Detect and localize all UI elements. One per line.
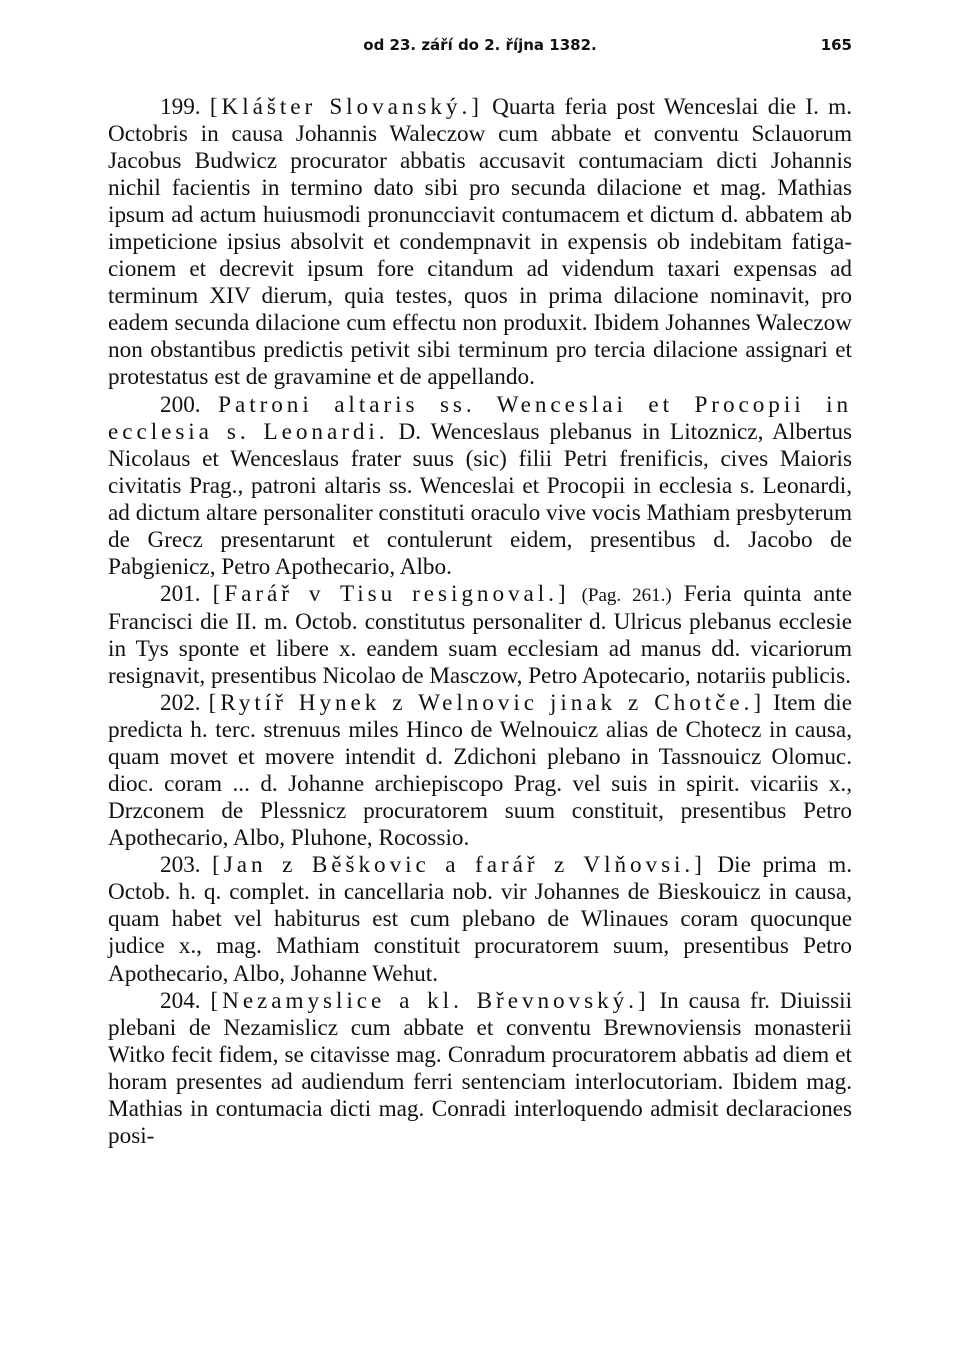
page-number: 165	[820, 36, 852, 54]
page-header	[108, 36, 852, 60]
entry-heading: [Rytíř Hynek z Welnovic jinak z Chotče.]	[208, 690, 766, 717]
entry-number: 201.	[160, 580, 201, 607]
entry-heading: [Jan z Běškovic a farář z Vlňovsi.]	[212, 852, 706, 879]
entry-201	[108, 581, 852, 690]
entry-199	[108, 94, 852, 392]
entry-number: 204.	[160, 987, 201, 1014]
entry-heading: [Klášter Slovanský.]	[209, 94, 483, 120]
entry-number: 202.	[160, 690, 201, 717]
entry-text: D. Wenceslaus plebanus in Litoznicz, Albertus Nicolaus et Wenceslaus frater suus (sic) filii Petri frenificis, cives Maioris civitatis Prag., patroni altaris ss. Wenceslai et Procopii in ecclesia s. Leonardi, ad dictum altare personaliter constituti oraculo vive vocis Mathiam presbyterum de Grecz presentarunt et contulerunt eidem, presentibus d. Jacobo de Pabgienicz, Petro Apothecario, Albo.	[108, 418, 852, 580]
body-text	[108, 94, 852, 1150]
page-reference-note: (Pag. 261.)	[581, 584, 672, 606]
entry-text: Item die predicta h. terc. strenuus miles Hinco de Welnouicz alias de Chotecz in causa, quam movet et movere intendit d. Zdichoni plebano in Tassnouicz Olomuc. dioc. coram ... d. Johanne archiepiscopo Prag. vel suis in spirit. vicariis x., Drzconem de Plessnicz procuratorem suum constituit, presentibus Petro Apothecario, Albo, Pluhone, Rocossio.	[108, 690, 852, 852]
entry-203	[108, 852, 852, 987]
entry-202	[108, 690, 852, 852]
entry-heading: Patroni altaris ss. Wenceslai et Procopii in ecclesia s. Leonardi.	[108, 391, 853, 445]
running-title: od 23. září do 2. října 1382.	[363, 36, 597, 54]
entry-200	[108, 392, 852, 581]
entry-text: Feria quinta ante Francisci die II. m. Octob. constitutus personaliter d. Ulricus plebanus ecclesie in Tys sponte et libere x. eandem suam ecclesiam ad manus dd. vicariorum resignavit, presentibus Nicolao de Masczow, Petro Apotecario, notariis publicis.	[108, 580, 853, 689]
entry-number: 199.	[160, 94, 201, 120]
entry-heading: [Nezamyslice a kl. Břevnovský.]	[210, 987, 650, 1014]
entry-text: In causa fr. Diuissii plebani de Nezamislicz cum abbate et conventu Brewnoviensis monasterii Witko fecit fidem, se citavisse mag. Conradum procuratorem abbatis ad diem et horam presentes ad audiendum ferri sentenciam interlocutoriam. Ibidem mag. Mathias in contumacia dicti mag. Conradi interloquendo admisit declaraciones posi-	[108, 987, 853, 1149]
entry-number: 200.	[160, 391, 201, 418]
entry-text: Die prima m. Octob. h. q. complet. in cancellaria nob. vir Johannes de Bieskouicz in causa, quam habet vel habiturus est cum plebano de Wlinaues coram quocunque judice x., mag. Mathiam constituit procuratorem suum, presentibus Petro Apothecario, Albo, Johanne Wehut.	[108, 852, 853, 987]
entry-number: 203.	[160, 852, 201, 879]
entry-204	[108, 988, 852, 1150]
entry-heading: [Farář v Tisu resignoval.]	[212, 580, 570, 607]
entry-text: Quarta feria post Wenceslai die I. m. Octobris in causa Johannis Waleczow cum abbate et conventu Sclauorum Jacobus Budwicz procurator abbatis accusavit contumaciam dicti Johannis nichil facientis in termino dato sibi pro secunda dilacione et mag. Mathias ipsum ad actum huiusmodi pronuncciavit contumacem et dictum d. abbatem ab impeticione ipsius absolvit et condempnavit in expensis ob indebitam fatigacionem et decrevit ipsum fore citandum ad videndum taxari expensas ad terminum XIV dierum, quia testes, quos in prima dilacione nominavit, pro eadem secunda dilacione cum effectu non produxit. Ibidem Johannes Waleczow non obstantibus predictis petivit sibi terminum pro tercia dilacione assignari et protestatus est de gravamine et de appellando.	[108, 94, 853, 391]
